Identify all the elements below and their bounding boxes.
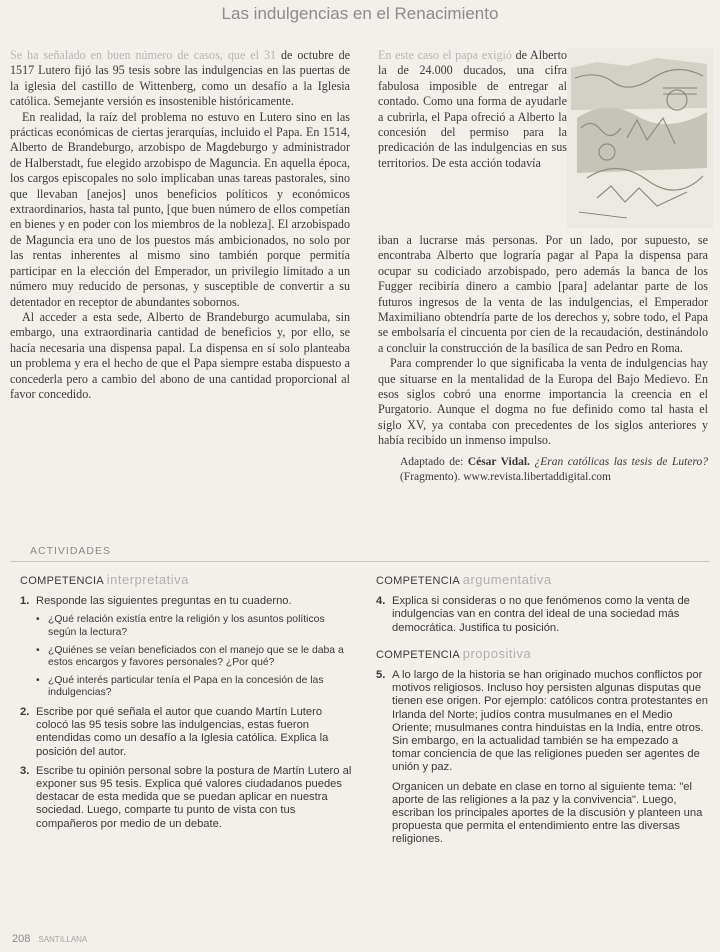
paragraph-text: Al acceder a esta sede, Alberto de Brandeburgo acumulaba, sin embargo, una extraordinaria cantidad de beneficios y, por ello, se hacía necesaria una dispensa papal. La dispensa en sí solo planteaba un problema y era el hecho de que el Papa siempre estaba dispuesto a concederla pero a cambio del abono de una cantidad proporcional al favor concedido. bbox=[10, 309, 350, 401]
question-1-bullets bbox=[36, 614, 352, 700]
paragraph-text: de octubre de 1517 Lutero fijó las 95 tesis sobre las indulgencias en las puertas de la iglesia del castillo de Wittenberg, como un desafío a la Iglesia católica. Semejante versión es insostenible históricamente. bbox=[10, 48, 350, 109]
question-3 bbox=[20, 765, 352, 831]
competency-type: propositiva bbox=[462, 645, 532, 661]
competency-type: argumentativa bbox=[462, 572, 552, 587]
competency-heading bbox=[20, 573, 352, 588]
credit-suffix: (Fragmento). www.revista.libertaddigital.com bbox=[400, 471, 611, 484]
bullet-item: • ¿Qué relación existía entre la religión y los asuntos políticos según la lectura? bbox=[36, 614, 352, 639]
competency-label: COMPETENCIA bbox=[376, 648, 463, 661]
reading-paragraph bbox=[378, 233, 708, 356]
question-text: Organicen un debate en clase en torno al siguiente tema: "el aporte de las religiones a la paz y la convivencia". Luego, escriban los principales aportes de la discusión y planteen una propuesta que permita el entendimiento entre las diversas religiones. bbox=[392, 780, 703, 846]
faded-text: En este caso el papa exigió bbox=[378, 48, 512, 62]
page-number: 208 bbox=[12, 933, 31, 945]
activities-left-column bbox=[20, 573, 352, 837]
question-4 bbox=[376, 595, 708, 635]
reading-paragraph bbox=[378, 356, 708, 448]
credit-author: César Vidal. bbox=[467, 455, 535, 468]
source-credit bbox=[378, 455, 708, 486]
competency-label: COMPETENCIA bbox=[20, 575, 107, 587]
faded-text: Se ha señalado en buen número de casos, que el 31 bbox=[10, 48, 277, 62]
question-5 bbox=[376, 669, 708, 775]
question-text: Escribe tu opinión personal sobre la postura de Martín Lutero al exponer sus 95 tesis. Explica qué valores ciudadanos puedes destacar de esta medida que se puedan aplicar en nuestra sociedad. Luego, comparte tu punto de vista con tus compañeros por medio de un debate. bbox=[36, 764, 352, 830]
reading-paragraph bbox=[10, 110, 350, 310]
bullet-item: • ¿Quiénes se veían beneficiados con el manejo que se le daba a estos encargos y favores personales? ¿Por qué? bbox=[36, 645, 352, 670]
publisher-logo: SANTILLANA bbox=[38, 934, 88, 944]
question-text: Responde las siguientes preguntas en tu cuaderno. bbox=[36, 595, 292, 608]
question-2 bbox=[20, 706, 352, 759]
reading-left-column bbox=[10, 48, 350, 402]
reading-right-column bbox=[378, 233, 708, 486]
question-number: 4. bbox=[376, 595, 386, 608]
activities-label: ACTIVIDADES bbox=[30, 545, 112, 557]
question-number: 3. bbox=[20, 764, 30, 777]
page-footer bbox=[12, 933, 87, 945]
paragraph-text: de Alberto la de 24.000 ducados, una cifra fabulosa imposible de entregar al contado. Como una forma de ayudarle a cubrirla, el Papa ofreció a Alberto la concesión del permiso para la predicación de las indulgencias en sus territorios. De esta acción todavía bbox=[378, 48, 567, 170]
competency-label: COMPETENCIA bbox=[376, 575, 463, 587]
reading-paragraph bbox=[10, 310, 350, 402]
question-number: 2. bbox=[20, 705, 30, 718]
question-text: Explica si consideras o no que fenómenos como la venta de indulgencias van en contra del ideal de una sociedad más democrática. Justifica tu posición. bbox=[392, 595, 690, 634]
reading-right-top bbox=[378, 48, 567, 171]
paragraph-text: Para comprender lo que significaba la venta de indulgencias hay que situarse en la mentalidad de la Europa del Bajo Medievo. En esos siglos cobró una enorme importancia la creencia en el Purgatorio. Aunque el dogma no fue definido como tal hasta el siglo XV, ya contaba con precedentes de los siglos anteriores y había recibido un inmenso impulso. bbox=[378, 356, 708, 448]
competency-heading bbox=[376, 573, 708, 588]
paragraph-text: iban a lucrarse más personas. Por un lado, por supuesto, se encontraba Alberto que lograría pagar al Papa la dispensa para ocupar su codiciado arzobispado, pero además la banca de los Fugger recibiría dinero a cambio [para] adelantar parte de los futuros ingresos de la venta de las indulgencias, el Emperador Maximiliano obtendría parte de los derechos y, sobre todo, el Papa se embolsaría el cincuenta por cien de la recaudación, destinándolo a concluir la construcción de la basílica de san Pedro en Roma. bbox=[378, 233, 708, 355]
activities-right-column bbox=[376, 573, 708, 853]
activities-divider bbox=[10, 561, 710, 562]
question-text: Escribe por qué señala el autor que cuando Martín Lutero colocó las 95 tesis sobre las indulgencias, estas fueron entendidas como un desafío a la Iglesia católica. Explica la posición del autor. bbox=[36, 706, 329, 758]
question-text: A lo largo de la historia se han originado muchos conflictos por motivos religiosos. Incluso hoy persisten algunas disputas que tienen ese origen. Por ejemplo: católicos contra protestantes en Irlanda del Norte; judíos contra musulmanes en el Medio Oriente; musulmanes contra hinduistas en la India, entre otros. Sin embargo, en la actualidad también se ha empezado a tomar conciencia de que las religiones pueden ser agentes de unión y paz. bbox=[392, 669, 708, 774]
illustration-image bbox=[567, 48, 713, 228]
credit-work: ¿Eran católicas las tesis de Lutero? bbox=[534, 455, 708, 468]
page-title: Las indulgencias en el Renacimiento bbox=[221, 4, 499, 23]
question-5-task bbox=[376, 781, 708, 847]
reading-paragraph bbox=[378, 48, 567, 171]
question-number: 1. bbox=[20, 595, 30, 608]
question-number: 5. bbox=[376, 669, 386, 682]
credit-prefix: Adaptado de: bbox=[400, 455, 468, 468]
competency-type: interpretativa bbox=[106, 572, 189, 587]
bullet-item: • ¿Qué interés particular tenía el Papa en la concesión de las indulgencias? bbox=[36, 675, 352, 700]
paragraph-text: En realidad, la raíz del problema no estuvo en Lutero sino en las prácticas económicas de ciertas jerarquías, incluido el Papa. En 1514, Alberto de Brandeburgo, arzobispo de Magdeburgo y administrador de Halberstadt, fue elegido arzobispo de Maguncia. En aquella época, los cargos episcopales no solo implicaban unas tareas pastorales, sino que llevaban [anejos] unos beneficios políticos y económicos extraordinarios, hasta tal punto, [que buen número de ellos competían en bienes y en poder con los miembros de la nobleza]. El arzobispado de Maguncia era uno de los puestos más ambicionados, no solo por las rentas inherentes al mismo sino también porque permitía participar en la elección del Emperador, un privilegio limitado a un número muy reducido de personas, y susceptible de convertir a su detentador en receptor de abundantes sobornos. bbox=[10, 109, 350, 309]
question-1 bbox=[20, 595, 352, 608]
competency-heading bbox=[376, 647, 708, 662]
reading-paragraph bbox=[10, 48, 350, 110]
